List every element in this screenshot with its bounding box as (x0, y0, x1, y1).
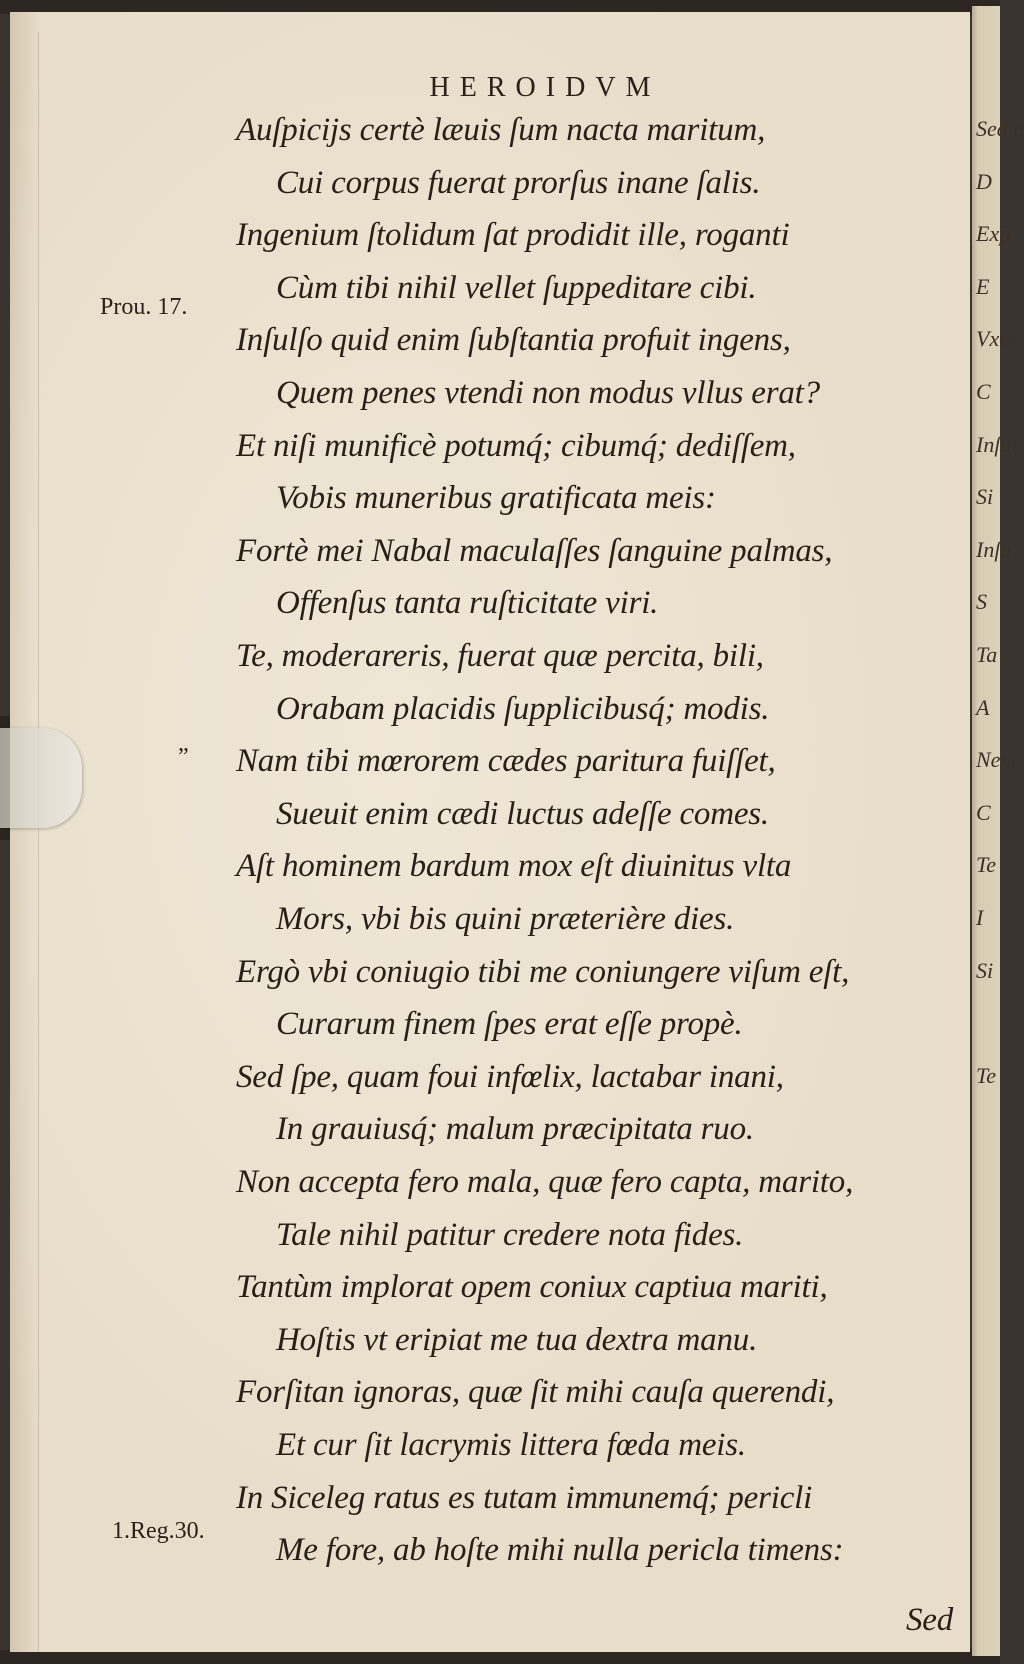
poem-line: In grauiusq́; malum præcipitata ruo. (276, 1111, 754, 1147)
margin-note-quote: ” (178, 744, 189, 770)
poem-line: Me fore, ab hoſte mihi nulla pericla timens: (276, 1532, 844, 1568)
next-page-fragment: D (976, 169, 992, 194)
poem-line: Sed ſpe, quam foui infœlix, lactabar inani, (236, 1059, 784, 1095)
next-page-fragment: S (976, 589, 987, 614)
next-page-fragment: Nem (976, 747, 1017, 772)
next-page-fragment: Te (976, 852, 996, 877)
poem-line: Aſt hominem bardum mox eſt diuinitus vlta (236, 848, 792, 884)
poem-line: Curarum finem ſpes erat eſſe propè. (276, 1006, 743, 1042)
next-page-fragment: Si (976, 958, 994, 983)
poem-line: Et cur ſit lacrymis littera fœda meis. (276, 1427, 746, 1463)
poem-line: Tantùm implorat opem coniux captiua mariti, (236, 1269, 828, 1305)
poem-line: Vobis muneribus gratificata meis: (276, 480, 716, 516)
poem-line: In Siceleg ratus es tutam immunemq́; pericli (236, 1480, 813, 1516)
next-page-fragment: Sed a (976, 116, 1024, 141)
poem-line: Offenſus tanta ruſticitate viri. (276, 585, 659, 621)
next-page-edge (972, 6, 1024, 1656)
running-header (0, 72, 1000, 104)
poem-line: Mors, vbi bis quini præterière dies. (276, 901, 735, 937)
poem-line: Fortè mei Nabal maculaſſes ſanguine palmas, (236, 533, 833, 569)
page-clip (0, 728, 82, 828)
running-header-text: HEROIDVM (429, 72, 661, 103)
next-page-fragment: C (976, 379, 991, 404)
next-page-fragment: Exp (976, 221, 1011, 246)
book-edge-bottom (0, 1650, 1000, 1664)
next-page-fragment: Inſul (976, 432, 1018, 457)
poem-line: Sueuit enim cædi luctus adeſſe comes. (276, 796, 769, 832)
margin-note-prou: Prou. 17. (100, 294, 188, 320)
next-page-fragment: Si (976, 484, 994, 509)
next-page-fragment: Ta (976, 642, 998, 667)
next-page-fragment: I (976, 905, 984, 930)
next-page-fragment: A (976, 695, 990, 720)
poem-line: Hoſtis vt eripiat me tua dextra manu. (276, 1322, 758, 1358)
next-page-fragment: Inſu (976, 537, 1012, 562)
margin-note-reg: 1.Reg.30. (112, 1518, 205, 1544)
poem-line: Auſpicijs certè læuis ſum nacta maritum, (236, 112, 766, 148)
page-gutter (38, 32, 39, 1652)
poem-line: Cùm tibi nihil vellet ſuppeditare cibi. (276, 270, 757, 306)
poem-line: Te, moderareris, fuerat quæ percita, bili, (236, 638, 764, 674)
next-page-fragment: C (976, 800, 991, 825)
poem-line: Inſulſo quid enim ſubſtantia profuit ingens, (236, 322, 791, 358)
next-page-fragment: Te (976, 1063, 996, 1088)
poem-line: Non accepta fero mala, quæ fero capta, marito, (236, 1164, 854, 1200)
poem-line: Forſitan ignoras, quæ ſit mihi cauſa querendi, (236, 1374, 835, 1410)
poem-line: Ingenium ſtolidum ſat prodidit ille, roganti (236, 217, 790, 253)
poem-line: Quem penes vtendi non modus vllus erat? (276, 375, 820, 411)
poem-line: Tale nihil patitur credere nota fides. (276, 1217, 744, 1253)
poem-line: Et niſi munificè potumq́; cibumq́; dediſſem, (236, 428, 796, 464)
next-page-fragment: Vxor (976, 326, 1019, 351)
next-page-fragment: E (976, 274, 990, 299)
poem-line: Cui corpus fuerat prorſus inane ſalis. (276, 165, 761, 201)
poem-line: Ergò vbi coniugio tibi me coniungere viſum eſt, (236, 954, 850, 990)
catchword: Sed (906, 1602, 954, 1638)
poem-line: Orabam placidis ſupplicibusq́; modis. (276, 691, 770, 727)
poem-line: Nam tibi mœrorem cædes paritura fuiſſet, (236, 743, 776, 779)
